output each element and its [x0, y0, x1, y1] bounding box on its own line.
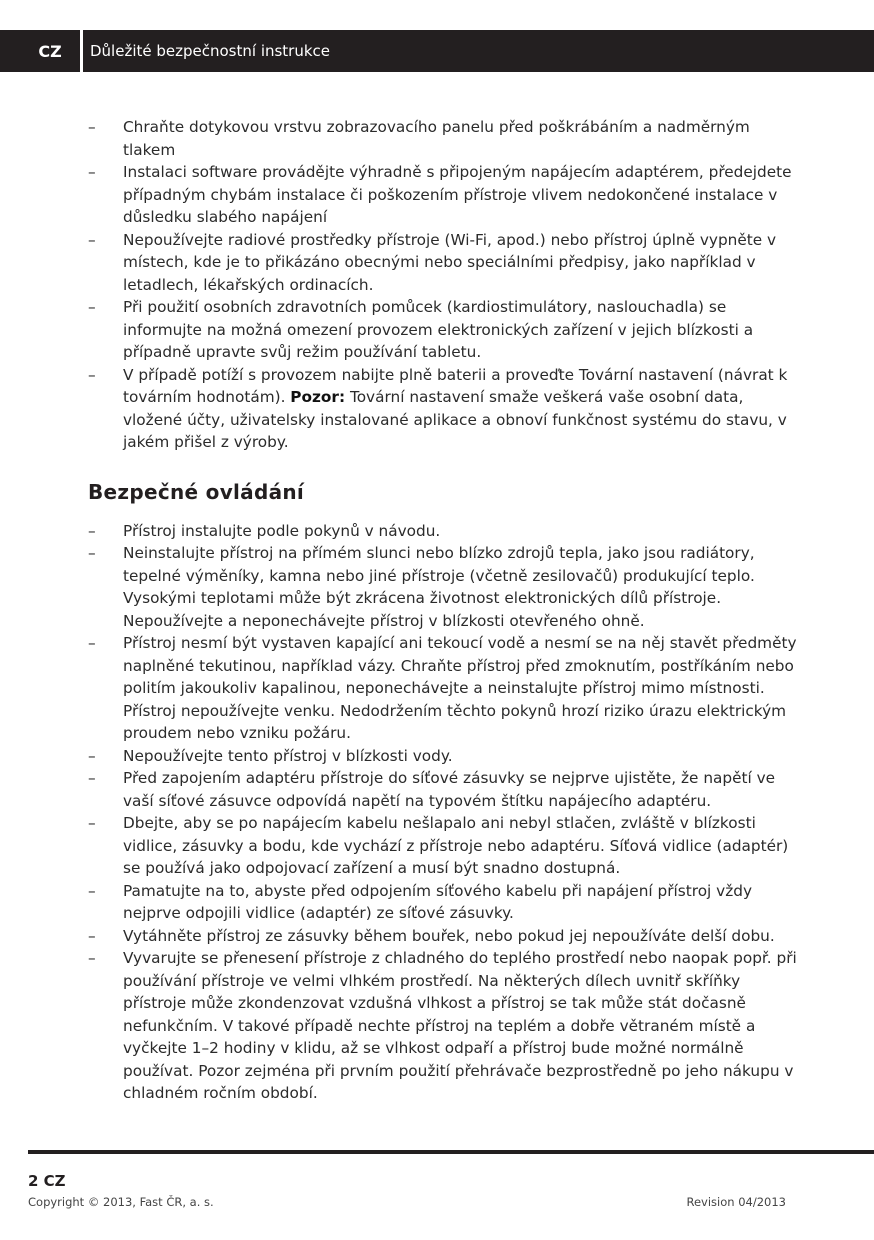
page-number: 2 CZ	[28, 1172, 66, 1190]
list-item-text: Před zapojením adaptéru přístroje do síťové zásuvky se nejprve ujistěte, že napětí ve vaší síťové zásuvce odpovídá napětí na typovém štítku napájecího adaptéru.	[123, 769, 776, 810]
list-item	[88, 161, 798, 229]
bullet-dash: –	[88, 814, 96, 832]
list-item	[88, 632, 798, 745]
bullet-dash: –	[88, 298, 96, 316]
bullet-dash: –	[88, 881, 96, 900]
bullet-dash: –	[88, 926, 96, 945]
list-item	[88, 296, 798, 364]
list-item	[88, 812, 798, 880]
list-item	[88, 229, 798, 297]
bullet-dash: –	[88, 118, 96, 136]
bullet-dash: –	[88, 163, 96, 181]
bullet-dash: –	[88, 365, 96, 384]
bullet-dash: –	[88, 746, 96, 765]
list-item-text: Při použití osobních zdravotních pomůcek (kardiostimulátory, naslouchadla) se informujte na možná omezení provozem elektronických zařízení v jejich blízkosti a případně upravte svůj režim používání tabletu.	[123, 298, 754, 361]
list-item-text: Přístroj nesmí být vystaven kapající ani tekoucí vodě a nesmí se na něj stavět předměty naplněné tekutinou, například vázy. Chraňte přístroj před zmoknutím, postříkáním nebo politím jakoukoliv kapalinou, neponechávejte a neinstalujte přístroj mimo místnosti. Přístroj nepoužívejte venku. Nedodržením těchto pokynů hrozí riziko úrazu elektrickým proudem nebo vzniku požáru.	[123, 634, 797, 742]
list-item-text: Chraňte dotykovou vrstvu zobrazovacího panelu před poškrábáním a nadměrným tlakem	[123, 118, 750, 159]
footer-rule	[28, 1150, 874, 1154]
list-item-text: Instalaci software provádějte výhradně s připojeným napájecím adaptérem, předejdete případným chybám instalace či poškozením přístroje vlivem nedokončené instalace v důsledku slabého napájení	[123, 163, 792, 226]
warning-label: Pozor:	[290, 388, 346, 406]
list-item	[88, 767, 798, 812]
language-tag: CZ	[38, 41, 62, 61]
bullet-dash: –	[88, 949, 96, 967]
reset-text-after: Tovární nastavení smaže veškerá vaše osobní data, vložené účty, uživatelsky instalované aplikace a obnoví funkčnost systému do stavu, v jakém přišel z výroby.	[123, 388, 787, 451]
list-item	[88, 880, 798, 925]
list-item-text: Neinstalujte přístroj na přímém slunci nebo blízko zdrojů tepla, jako jsou radiátory, tepelné výměníky, kamna nebo jiné přístroje (včetně zesilovačů) produkující teplo. Vysokými teplotami může být zkrácena životnost elektronických dílů přístroje. Nepoužívejte a neponechávejte přístroj v blízkosti otevřeného ohně.	[123, 544, 755, 630]
list-item	[88, 116, 798, 161]
section-heading: Bezpečné ovládání	[88, 479, 305, 504]
bullet-dash: –	[88, 769, 96, 787]
intro-list	[88, 116, 798, 454]
bullet-dash: –	[88, 634, 96, 652]
revision: Revision 04/2013	[686, 1195, 786, 1209]
list-item	[88, 947, 798, 1105]
safety-list	[88, 520, 798, 1105]
list-item	[88, 925, 798, 948]
list-item	[88, 542, 798, 632]
list-item-text: Přístroj instalujte podle pokynů v návodu.	[123, 521, 441, 540]
list-item	[88, 520, 798, 543]
list-item-text: Nepoužívejte radiové prostředky přístroje (Wi-Fi, apod.) nebo přístroj úplně vypněte v místech, kde je to přikázáno obecnými nebo speciálními předpisy, jako například v letadlech, lékařských ordinacích.	[123, 230, 777, 294]
main-content	[88, 116, 798, 1105]
list-item	[88, 745, 798, 768]
bullet-dash: –	[88, 521, 96, 540]
list-item-text: Vytáhněte přístroj ze zásuvky během bouřek, nebo pokud jej nepoužíváte delší dobu.	[123, 926, 775, 945]
bullet-dash: –	[88, 544, 96, 562]
copyright: Copyright © 2013, Fast ČR, a. s.	[28, 1195, 214, 1209]
list-item-text: Dbejte, aby se po napájecím kabelu nešlapalo ani nebyl stlačen, zvláště v blízkosti vidlice, zásuvky a bodu, kde vychází z přístroje nebo adaptéru. Síťová vidlice (adaptér) se používá jako odpojovací zařízení a musí být snadno dostupná.	[123, 814, 789, 877]
page-title: Důležité bezpečnostní instrukce	[90, 42, 331, 60]
list-item-text: Nepoužívejte tento přístroj v blízkosti vody.	[123, 746, 453, 765]
list-item-text: Pamatujte na to, abyste před odpojením síťového kabelu při napájení přístroj vždy nejprve odpojili vidlice (adaptér) ze síťové zásuvky.	[123, 881, 753, 922]
header-separator	[80, 30, 83, 72]
reset-text-before: V případě potíží s provozem nabijte plně baterii a proveďte Tovární nastavení (návrat k továrním hodnotám).	[123, 365, 788, 406]
list-item-text: Vyvarujte se přenesení přístroje z chladného do teplého prostředí nebo naopak popř. při používání přístroje ve velmi vlhkém prostředí. Na některých dílech uvnitř skříňky přístroje může zkondenzovat vzdušná vlhkost a přístroj se tak může stát dočasně nefunkčním. V takové případě nechte přístroj na teplém a dobře větraném místě a vyčkejte 1–2 hodiny v klidu, až se vlhkost odpaří a přístroj bude možné normálně používat. Pozor zejména při prvním použití přehrávače bezprostředně po jeho nákupu v chladném ročním období.	[123, 949, 797, 1102]
list-item-reset	[88, 364, 798, 454]
bullet-dash: –	[88, 230, 96, 249]
